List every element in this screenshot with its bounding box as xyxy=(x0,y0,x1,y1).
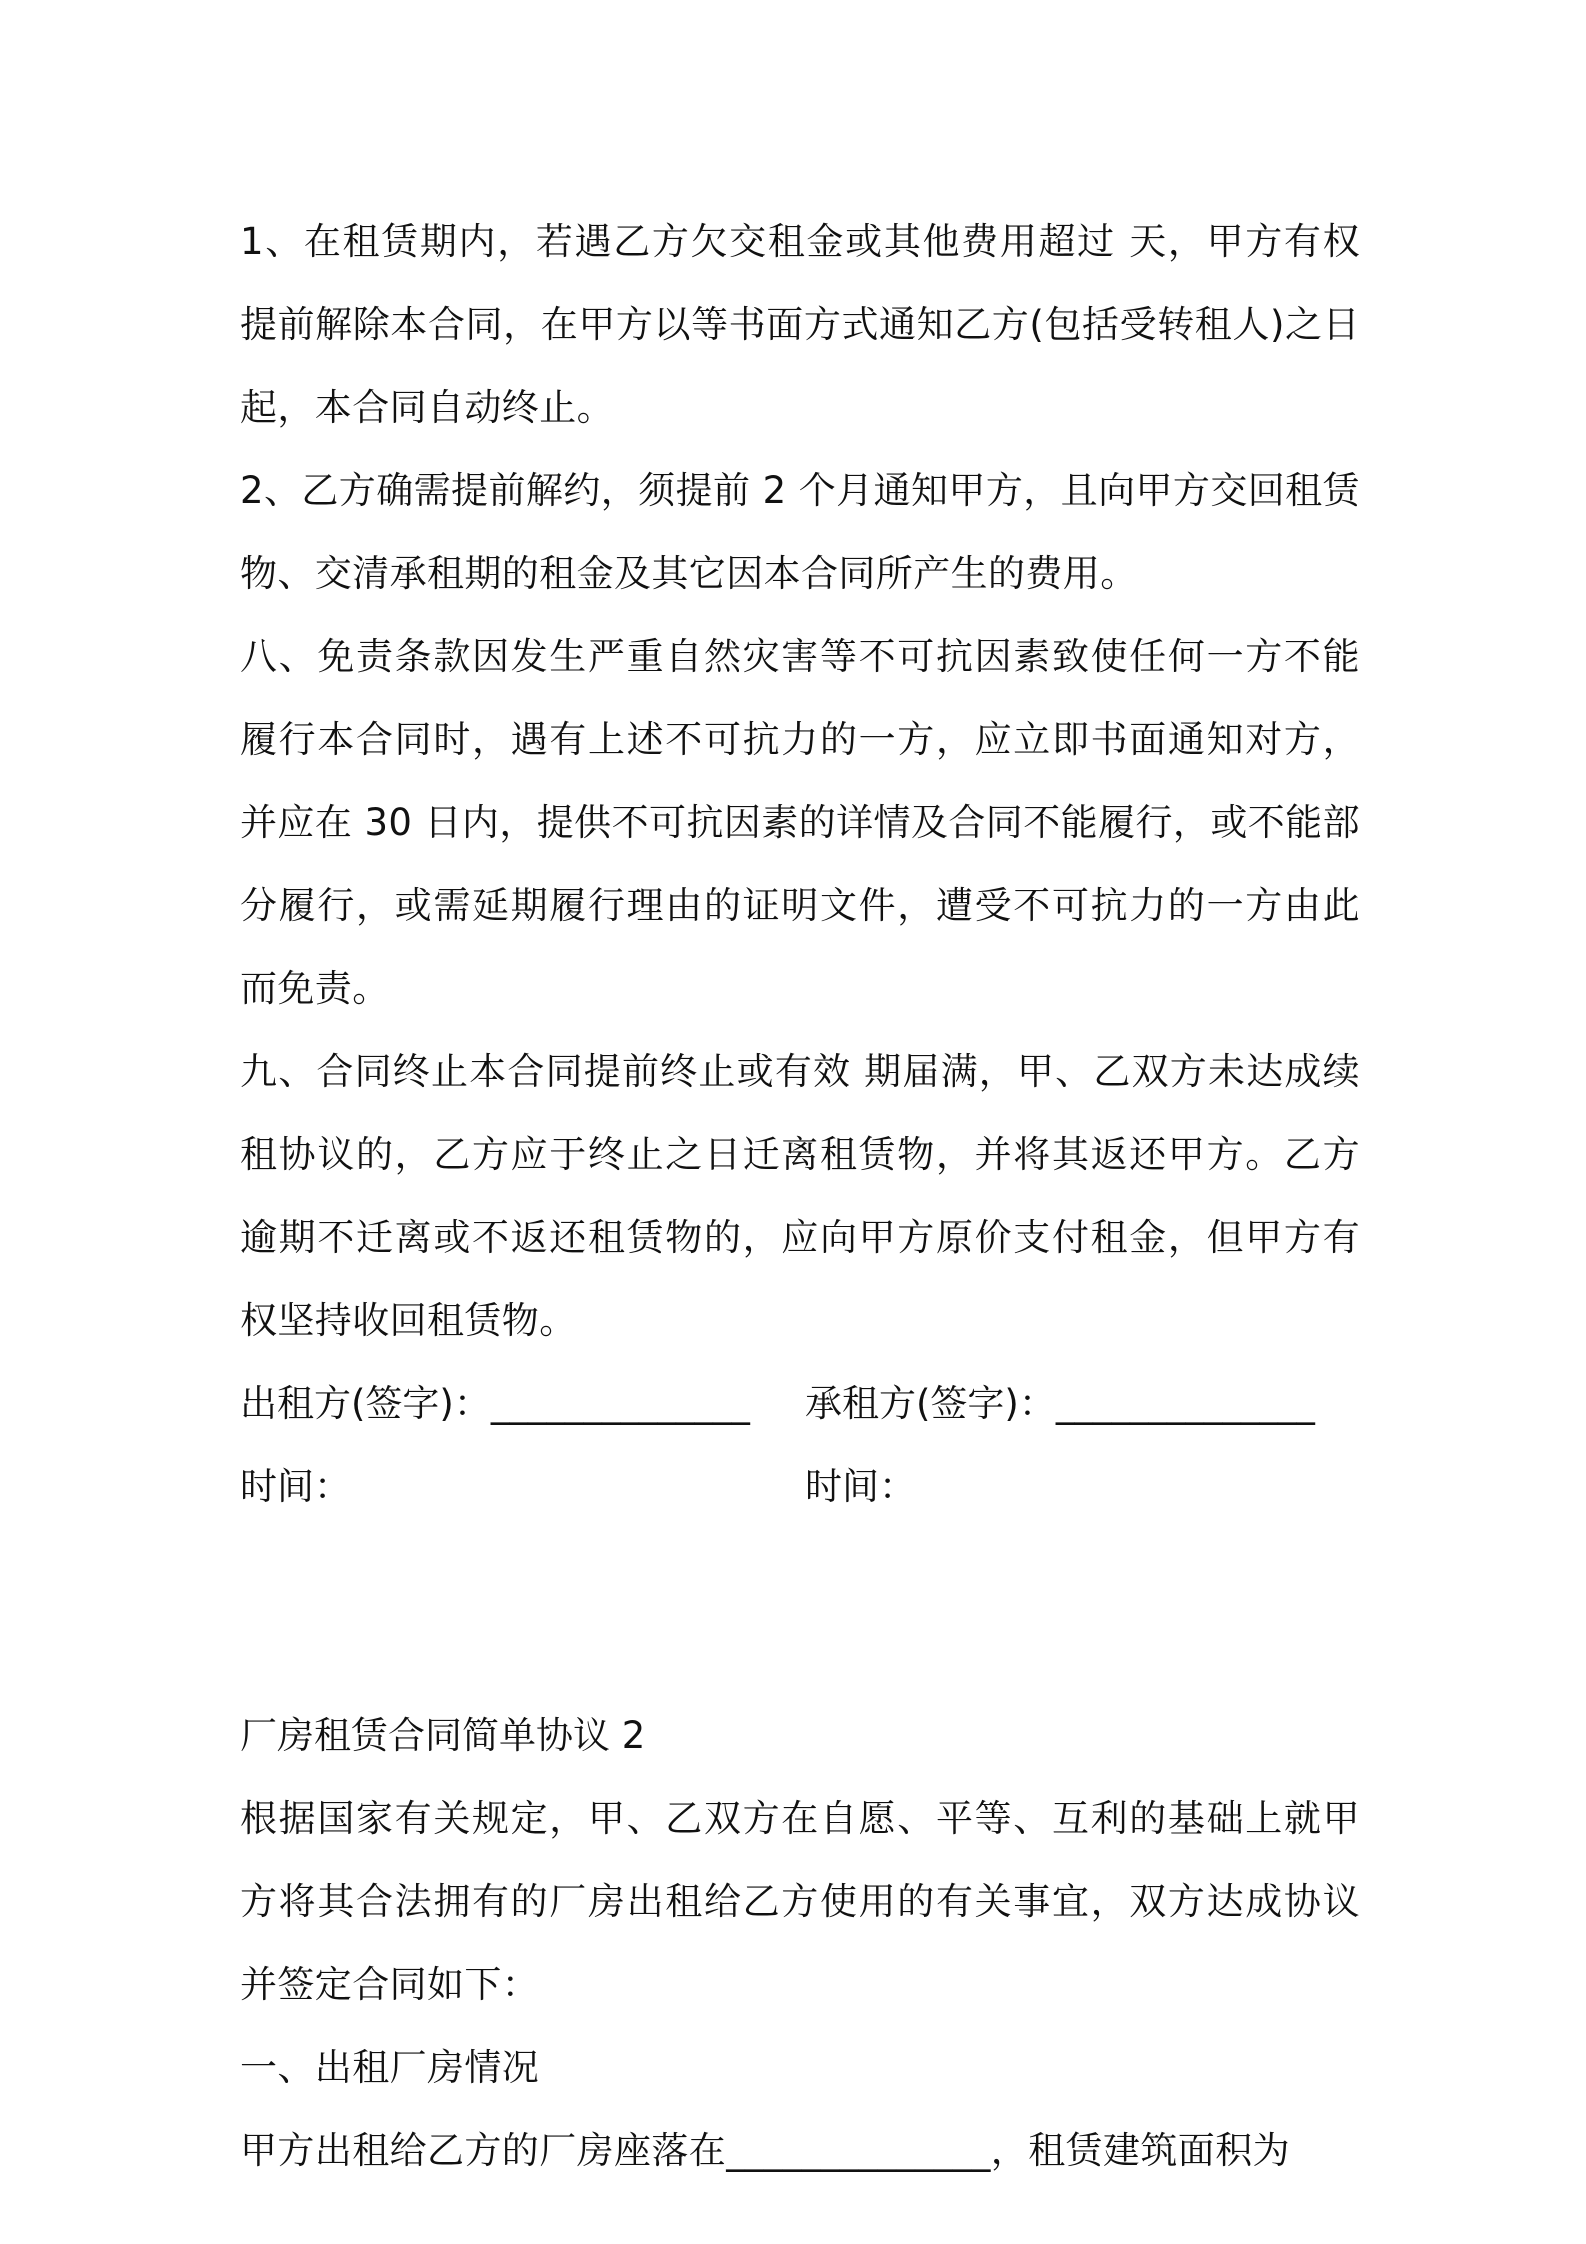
clause-force-majeure: 八、免责条款因发生严重自然灾害等不可抗因素致使任何一方不能履行本合同时，遇有上述不可抗力的一方，应立即书面通知对方，并应在 30 日内，提供不可抗因素的详情及合同不能履行，或不能部分履行，或需延期履行理由的证明文件，遭受不可抗力的一方由此而免责。 xyxy=(240,635,1360,1010)
clause-termination: 九、合同终止本合同提前终止或有效 期届满，甲、乙双方未达成续租协议的，乙方应于终止之日迁离租赁物，并将其返还甲方。乙方逾期不迁离或不返还租赁物的，应向甲方原价支付租金，但甲方有权坚持收回租赁物。 xyxy=(240,1050,1360,1342)
clause-paragraph-1: 1、在租赁期内，若遇乙方欠交租金或其他费用超过 天，甲方有权提前解除本合同，在甲方以等书面方式通知乙方(包括受转租人)之日起，本合同自动终止。 xyxy=(240,220,1360,429)
section-heading-1: 一、出租厂房情况 xyxy=(240,2046,540,2089)
lessor-signature-label: 出租方(签字)：______________ xyxy=(240,1382,750,1425)
signature-time-row xyxy=(240,1445,1360,1528)
section-intro: 根据国家有关规定，甲、乙双方在自愿、平等、互利的基础上就甲方将其合法拥有的厂房出租给乙方使用的有关事宜，双方达成协议并签定合同如下： xyxy=(240,1797,1360,2006)
section-spacer xyxy=(240,1528,1360,1694)
clause-paragraph-2: 2、乙方确需提前解约，须提前 2 个月通知甲方，且向甲方交回租赁物、交清承租期的租金及其它因本合同所产生的费用。 xyxy=(240,469,1360,595)
lessee-signature-label: 承租方(签字)：______________ xyxy=(805,1382,1315,1425)
section-body-1: 甲方出租给乙方的厂房座落在______________，租赁建筑面积为 xyxy=(240,2129,1290,2172)
document-body xyxy=(240,200,1360,2192)
section-title: 厂房租赁合同简单协议 2 xyxy=(240,1714,646,1757)
lessee-time-label: 时间： xyxy=(805,1465,916,1508)
lessor-time-label: 时间： xyxy=(240,1465,351,1508)
signature-row xyxy=(240,1362,1360,1445)
